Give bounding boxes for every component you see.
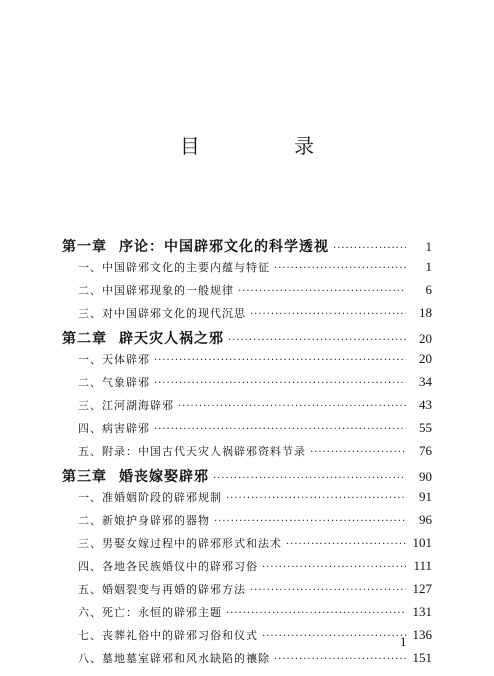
section-title: 三、男娶女嫁过程中的辟邪形式和法术 (78, 537, 282, 550)
leader-dots (310, 447, 406, 458)
chapter-page-number: 20 (419, 331, 432, 346)
section-title: 三、对中国辟邪文化的现代沉思 (78, 307, 246, 320)
section-page-number: 55 (419, 420, 432, 435)
section-page-number: 101 (412, 535, 432, 550)
section-page-number: 20 (419, 351, 432, 366)
leader-dots (154, 355, 406, 366)
section-title: 一、准婚姻阶段的辟邪规制 (78, 491, 222, 504)
leader-dots (274, 654, 406, 665)
section-title: 七、丧葬礼俗中的辟邪习俗和仪式 (78, 629, 258, 642)
toc-section-entry (62, 351, 432, 374)
toc-section-entry (62, 397, 432, 420)
section-title: 八、墓地墓室辟邪和风水缺陷的禳除 (78, 652, 270, 665)
chapter-label: 第一章 (62, 239, 107, 255)
leader-dots (154, 378, 406, 389)
section-page-number: 96 (419, 512, 432, 527)
section-page-number: 1 (425, 259, 432, 274)
toc-section-entry (62, 627, 432, 650)
section-page-number: 131 (412, 604, 432, 619)
toc-section-entry (62, 650, 432, 673)
leader-dots (262, 562, 406, 573)
section-title: 二、中国辟邪现象的一般规律 (78, 284, 234, 297)
toc-section-entry (62, 420, 432, 443)
section-title: 四、各地各民族婚仪中的辟邪习俗 (78, 560, 258, 573)
section-title: 一、中国辟邪文化的主要内蕴与特征 (78, 261, 270, 274)
leader-dots (274, 263, 406, 274)
chapter-title: 辟天灾人祸之邪 (119, 331, 224, 347)
section-page-number: 151 (412, 650, 432, 665)
section-page-number: 127 (412, 581, 432, 596)
toc-section-entry (62, 282, 432, 305)
section-page-number: 43 (419, 397, 432, 412)
chapter-label: 第三章 (62, 469, 107, 485)
leader-dots (178, 401, 406, 412)
leader-dots (262, 631, 406, 642)
toc-chapter-entry (62, 328, 432, 351)
leader-dots (226, 608, 406, 619)
section-title: 六、死亡：永恒的辟邪主题 (78, 606, 222, 619)
section-page-number: 91 (419, 489, 432, 504)
section-title: 二、气象辟邪 (78, 376, 150, 389)
table-of-contents (62, 236, 432, 673)
toc-chapter-entry (62, 236, 432, 259)
section-page-number: 76 (419, 443, 432, 458)
toc-section-entry (62, 374, 432, 397)
toc-section-entry (62, 535, 432, 558)
chapter-page-number: 90 (419, 469, 432, 484)
leader-dots (238, 286, 406, 297)
toc-chapter-entry (62, 466, 432, 489)
leader-dots (250, 585, 406, 596)
leader-dots (213, 473, 406, 484)
section-title: 二、新娘护身辟邪的器物 (78, 514, 210, 527)
section-title: 三、江河湖海辟邪 (78, 399, 174, 412)
leader-dots (226, 493, 406, 504)
section-page-number: 18 (419, 305, 432, 320)
section-title: 四、病害辟邪 (78, 422, 150, 435)
toc-section-entry (62, 581, 432, 604)
toc-section-entry (62, 558, 432, 581)
section-page-number: 6 (425, 282, 432, 297)
leader-dots (154, 424, 406, 435)
toc-section-entry (62, 489, 432, 512)
section-title: 五、婚姻裂变与再婚的辟邪方法 (78, 583, 246, 596)
toc-section-entry (62, 259, 432, 282)
toc-section-entry (62, 305, 432, 328)
section-page-number: 111 (413, 558, 432, 573)
page-number: 1 (400, 634, 407, 649)
section-title: 五、附录：中国古代天灾人祸辟邪资料节录 (78, 445, 306, 458)
leader-dots (286, 539, 406, 550)
toc-section-entry (62, 604, 432, 627)
leader-dots (214, 516, 406, 527)
chapter-page-number: 1 (425, 239, 432, 254)
chapter-label: 第二章 (62, 331, 107, 347)
section-page-number: 136 (412, 627, 432, 642)
leader-dots (250, 309, 406, 320)
chapter-title: 序论：中国辟邪文化的科学透视 (119, 239, 329, 255)
toc-section-entry (62, 443, 432, 466)
page-title: 目 录 (179, 134, 359, 158)
section-page-number: 34 (419, 374, 432, 389)
section-title: 一、天体辟邪 (78, 353, 150, 366)
leader-dots (228, 335, 406, 346)
leader-dots (333, 243, 406, 254)
toc-section-entry (62, 512, 432, 535)
chapter-title: 婚丧嫁娶辟邪 (119, 469, 209, 485)
